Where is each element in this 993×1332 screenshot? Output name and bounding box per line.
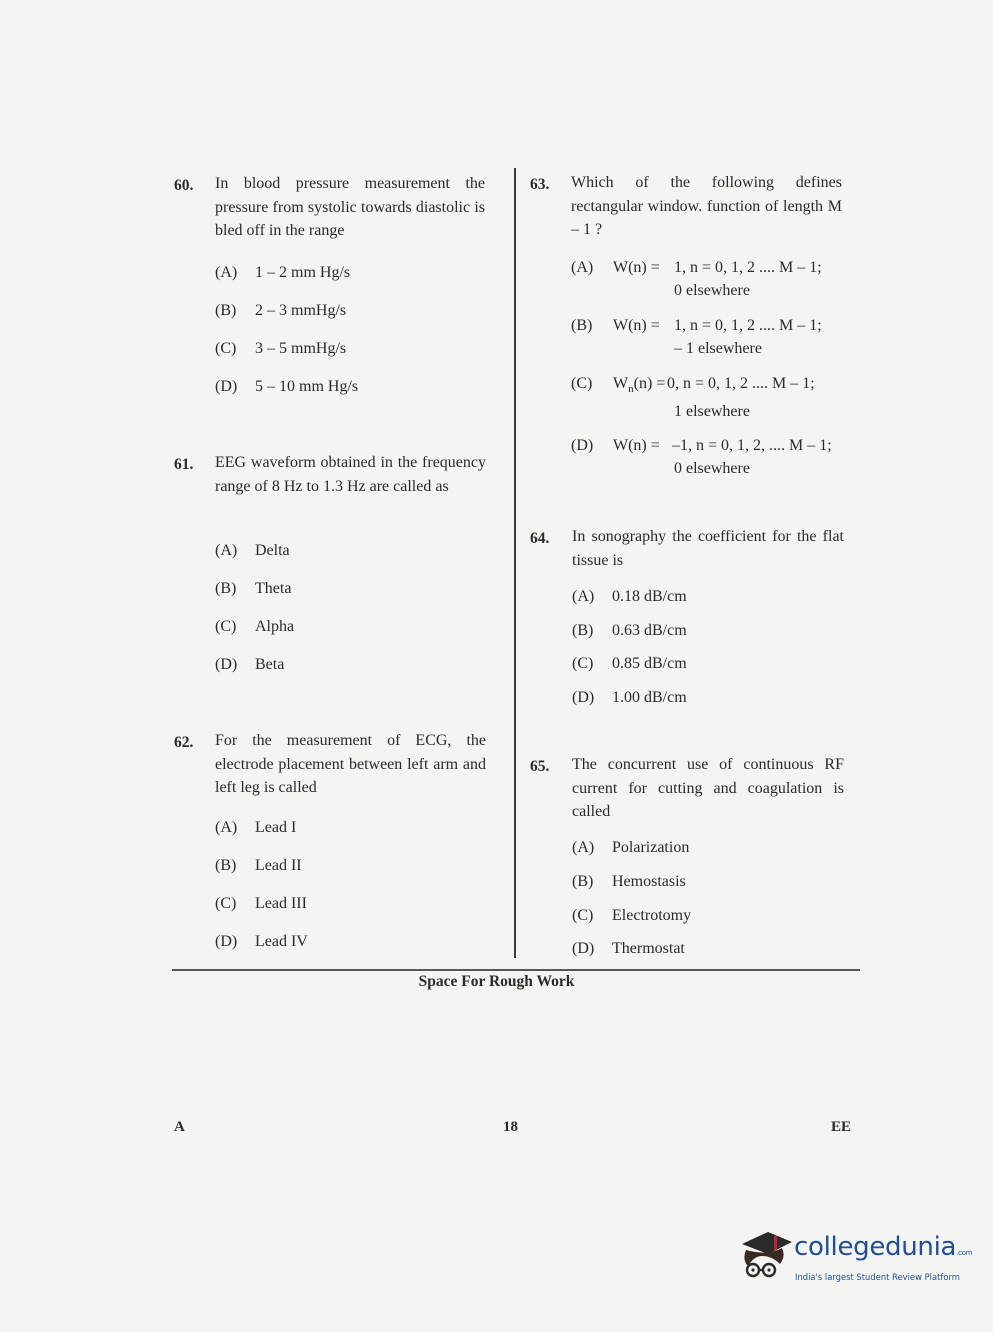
option-a-line1: 1, n = 0, 1, 2 .... M – 1;	[674, 259, 822, 276]
option-b-lhs: W(n) =	[613, 317, 660, 334]
option-b	[215, 577, 291, 601]
option-text: Theta	[255, 580, 292, 597]
option-d	[572, 937, 685, 961]
option-c	[572, 904, 691, 928]
question-number: 61.	[174, 456, 194, 473]
option-c-lhs	[613, 372, 665, 402]
option-text: 0.85 dB/cm	[612, 655, 687, 672]
collegedunia-logo	[738, 1226, 973, 1290]
option-d	[571, 434, 593, 458]
option-label: (C)	[215, 618, 237, 635]
option-label: (C)	[571, 375, 593, 392]
option-text: Hemostasis	[612, 873, 686, 890]
option-b-line2: – 1 elsewhere	[674, 340, 762, 357]
option-label: (D)	[215, 378, 238, 395]
option-b	[215, 854, 302, 878]
question-text: For the measurement of ECG, the electrode placement between left arm and left leg is called	[215, 732, 486, 796]
logo-name: collegedunia	[794, 1232, 957, 1262]
option-a	[572, 836, 689, 860]
option-a	[215, 539, 290, 563]
option-label: (A)	[215, 264, 238, 281]
option-c	[215, 337, 346, 361]
question-text: In sonography the coefficient for the flat tissue is	[572, 528, 844, 569]
option-label: (A)	[572, 839, 595, 856]
graduate-mascot-icon	[738, 1226, 794, 1284]
option-text: Beta	[255, 656, 285, 673]
option-c	[215, 892, 307, 916]
option-label: (A)	[215, 819, 238, 836]
option-label: (D)	[572, 689, 595, 706]
question-number: 60.	[174, 177, 194, 194]
option-b	[571, 314, 592, 338]
option-a	[215, 816, 296, 840]
option-label: (C)	[215, 340, 237, 357]
option-label: (D)	[215, 656, 238, 673]
option-text: 2 – 3 mmHg/s	[255, 302, 347, 319]
lhs-rest: (n) =	[633, 375, 666, 392]
option-b	[572, 619, 687, 643]
rough-work-divider	[172, 969, 860, 971]
option-text: Polarization	[612, 839, 690, 856]
option-text: Lead IV	[255, 933, 308, 950]
option-text: 5 – 10 mm Hg/s	[255, 378, 359, 395]
option-text: 0.18 dB/cm	[612, 588, 687, 605]
option-c	[571, 372, 592, 396]
logo-tagline: India's largest Student Review Platform	[795, 1272, 960, 1282]
option-label: (C)	[572, 655, 594, 672]
option-text: Electrotomy	[612, 907, 692, 924]
lhs-subscript: n	[628, 383, 634, 396]
option-label: (B)	[572, 622, 594, 639]
option-text: Thermostat	[612, 940, 685, 957]
option-a-line2: 0 elsewhere	[674, 282, 750, 299]
option-label: (B)	[215, 302, 237, 319]
option-d	[215, 653, 284, 677]
option-text: Lead II	[255, 857, 302, 874]
option-label: (B)	[215, 857, 237, 874]
option-d	[215, 930, 308, 954]
option-label: (A)	[215, 542, 238, 559]
question-number: 64.	[530, 530, 550, 547]
option-label: (A)	[571, 259, 594, 276]
option-a	[215, 261, 350, 285]
option-label: (A)	[572, 588, 595, 605]
option-text: 3 – 5 mmHg/s	[255, 340, 347, 357]
column-divider	[514, 168, 516, 958]
option-label: (B)	[215, 580, 237, 597]
option-c-line2: 1 elsewhere	[674, 403, 750, 420]
footer-code: EE	[831, 1119, 852, 1135]
option-label: (D)	[572, 940, 595, 957]
option-c	[572, 652, 687, 676]
question-text: Which of the following defines rectangular window. function of length M – 1 ?	[571, 174, 842, 238]
option-text: 0.63 dB/cm	[612, 622, 687, 639]
question-number: 65.	[530, 758, 550, 775]
option-b-line1: 1, n = 0, 1, 2 .... M – 1;	[674, 317, 822, 334]
option-d-lhs: W(n) =	[613, 437, 660, 454]
logo-com: .com	[956, 1249, 973, 1257]
page-number: 18	[503, 1119, 518, 1135]
option-c	[215, 615, 294, 639]
option-b	[215, 299, 346, 323]
option-text: Lead I	[255, 819, 297, 836]
rough-work-heading: Space For Rough Work	[418, 973, 575, 990]
lhs-main: W	[613, 375, 629, 392]
option-b	[572, 870, 686, 894]
option-d-line1: –1, n = 0, 1, 2, .... M – 1;	[672, 437, 832, 454]
option-c-line1: 0, n = 0, 1, 2 .... M – 1;	[667, 375, 815, 392]
option-label: (D)	[571, 437, 594, 454]
question-text: The concurrent use of continuous RF current for cutting and coagulation is called	[572, 756, 844, 820]
footer-series: A	[174, 1119, 185, 1135]
option-a	[572, 585, 687, 609]
logo-wordmark	[794, 1232, 972, 1262]
option-d	[572, 686, 687, 710]
option-text: 1 – 2 mm Hg/s	[255, 264, 351, 281]
option-label: (B)	[572, 873, 594, 890]
option-label: (C)	[215, 895, 237, 912]
question-number: 63.	[530, 176, 550, 193]
option-a-lhs: W(n) =	[613, 259, 660, 276]
option-label: (B)	[571, 317, 593, 334]
question-text: In blood pressure measurement the pressure from systolic towards diastolic is bled off in the range	[215, 175, 485, 239]
option-text: 1.00 dB/cm	[612, 689, 687, 706]
option-label: (C)	[572, 907, 594, 924]
option-text: Delta	[255, 542, 290, 559]
option-d-line2: 0 elsewhere	[674, 460, 750, 477]
option-d	[215, 375, 358, 399]
option-text: Lead III	[255, 895, 307, 912]
option-a	[571, 256, 593, 280]
option-text: Alpha	[255, 618, 295, 635]
option-label: (D)	[215, 933, 238, 950]
question-text: EEG waveform obtained in the frequency range of 8 Hz to 1.3 Hz are called as	[215, 454, 486, 495]
question-number: 62.	[174, 734, 194, 751]
